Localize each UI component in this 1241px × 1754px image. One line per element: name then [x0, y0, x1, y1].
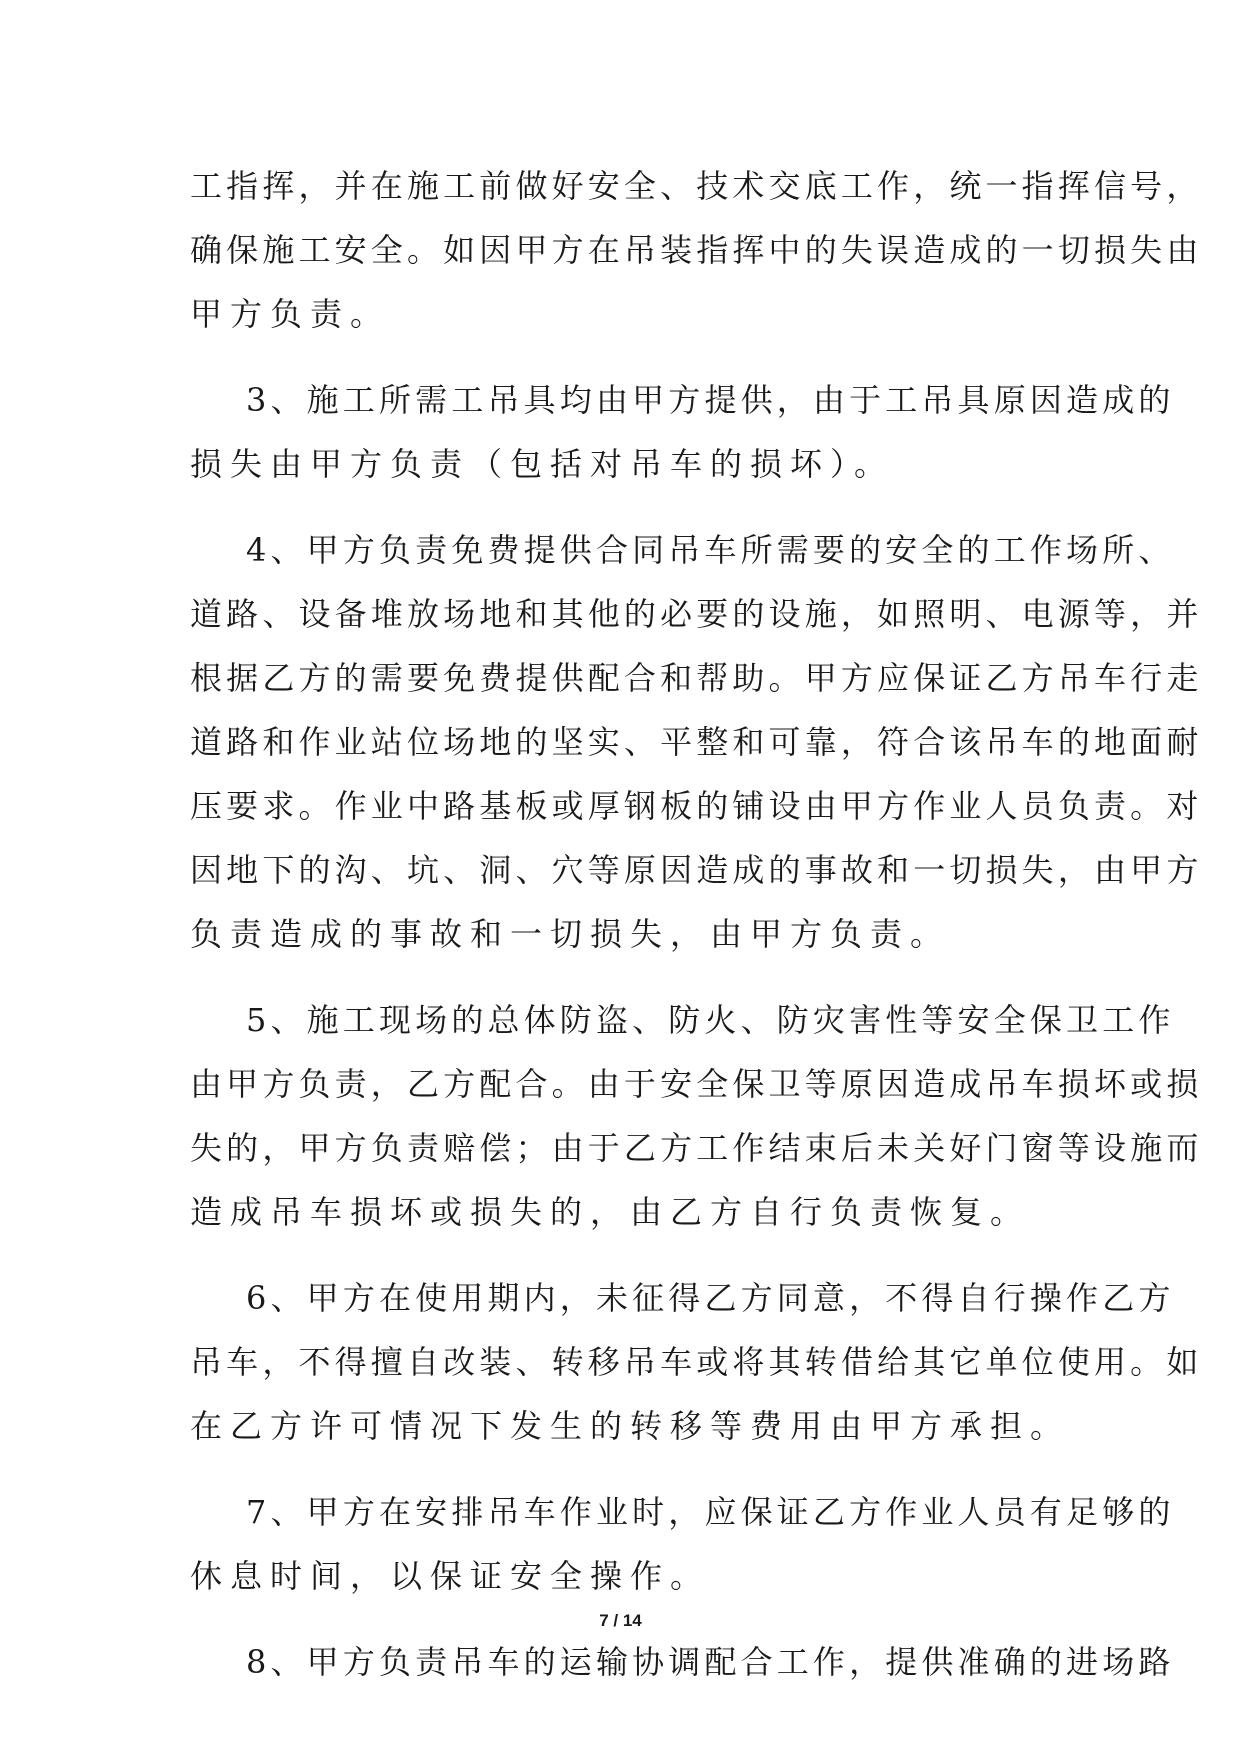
paragraph-line: 压要求。作业中路基板或厚钢板的铺设由甲方作业人员负责。对	[190, 787, 1203, 825]
paragraph-continuation	[190, 154, 1203, 346]
paragraph-line: 休息时间，以保证安全操作。	[190, 1557, 711, 1595]
paragraph-line: 8、甲方负责吊车的运输协调配合工作，提供准确的进场路	[246, 1643, 1175, 1681]
paragraph-clause-4	[190, 518, 1203, 966]
paragraph-line: 失的，甲方负责赔偿；由于乙方工作结束后未关好门窗等设施而	[190, 1129, 1203, 1167]
paragraph-line: 道路、设备堆放场地和其他的必要的设施，如照明、电源等，并	[190, 595, 1203, 633]
paragraph-clause-5	[190, 988, 1203, 1244]
body-text	[190, 154, 1203, 1694]
paragraph-line: 工指挥，并在施工前做好安全、技术交底工作，统一指挥信号，	[190, 167, 1203, 205]
paragraph-line: 道路和作业站位场地的坚实、平整和可靠，符合该吊车的地面耐	[190, 723, 1203, 761]
paragraph-line: 3、施工所需工吊具均由甲方提供，由于工吊具原因造成的	[246, 381, 1175, 419]
paragraph-clause-6	[190, 1266, 1203, 1458]
paragraph-line: 4、甲方负责免费提供合同吊车所需要的安全的工作场所、	[246, 531, 1175, 569]
paragraph-line: 根据乙方的需要免费提供配合和帮助。甲方应保证乙方吊车行走	[190, 659, 1203, 697]
paragraph-line: 6、甲方在使用期内，未征得乙方同意，不得自行操作乙方	[246, 1279, 1175, 1317]
paragraph-line: 损失由甲方负责（包括对吊车的损坏）。	[190, 445, 895, 483]
paragraph-line: 吊车，不得擅自改装、转移吊车或将其转借给其它单位使用。如	[190, 1343, 1203, 1381]
page-number: 7 / 14	[599, 1611, 642, 1630]
paragraph-line: 5、施工现场的总体防盗、防火、防灾害性等安全保卫工作	[246, 1001, 1175, 1039]
paragraph-line: 造成吊车损坏或损失的，由乙方自行负责恢复。	[190, 1193, 1031, 1231]
paragraph-line: 负责造成的事故和一切损失，由甲方负责。	[190, 915, 951, 953]
paragraph-line: 在乙方许可情况下发生的转移等费用由甲方承担。	[190, 1407, 1071, 1445]
paragraph-clause-8	[190, 1630, 1175, 1694]
paragraph-clause-7	[190, 1480, 1175, 1608]
paragraph-line: 由甲方负责，乙方配合。由于安全保卫等原因造成吊车损坏或损	[190, 1065, 1203, 1103]
paragraph-line: 7、甲方在安排吊车作业时，应保证乙方作业人员有足够的	[246, 1493, 1175, 1531]
paragraph-clause-3	[190, 368, 1175, 496]
paragraph-line: 甲方负责。	[190, 295, 391, 333]
paragraph-line: 因地下的沟、坑、洞、穴等原因造成的事故和一切损失，由甲方	[190, 851, 1203, 889]
paragraph-line: 确保施工安全。如因甲方在吊装指挥中的失误造成的一切损失由	[190, 231, 1203, 269]
